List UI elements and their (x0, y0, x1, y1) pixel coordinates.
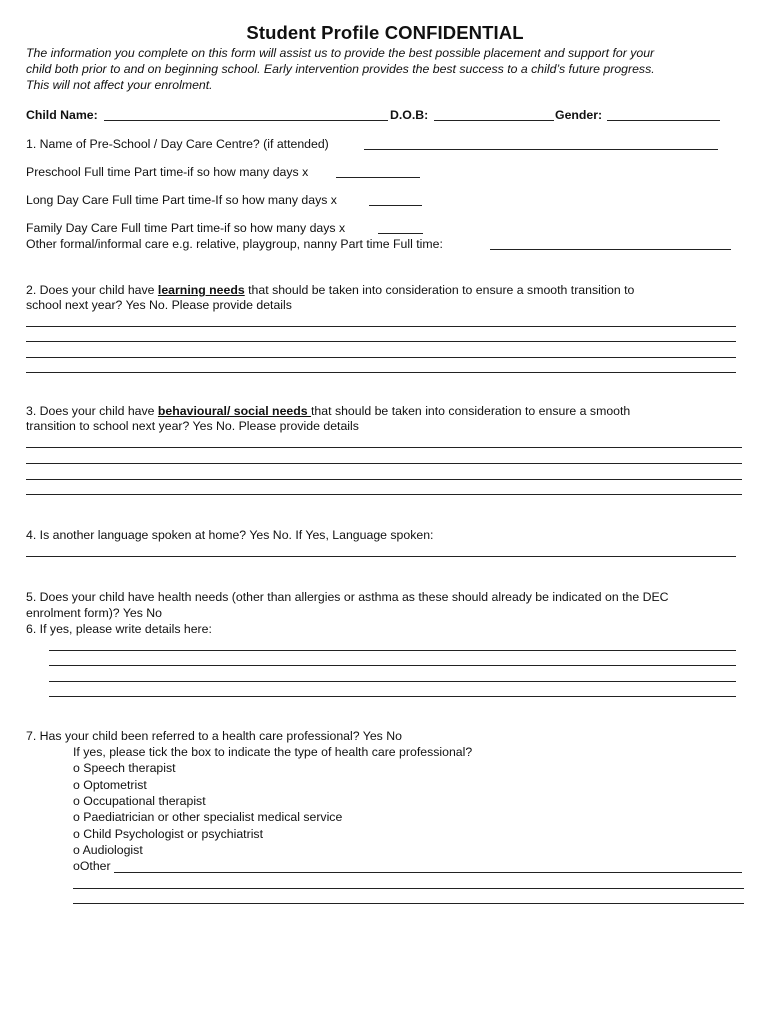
q7-other-field[interactable] (114, 872, 742, 873)
q3-prefix: 3. Does your child have (26, 404, 158, 418)
q3-answer-line[interactable] (26, 463, 742, 464)
q3-question-line2: transition to school next year? Yes No. Please provide details (26, 419, 359, 433)
other-care-field[interactable] (490, 249, 731, 250)
family-day-care-days-field[interactable] (378, 233, 423, 234)
q3-emphasis: behavioural/ social needs (157, 404, 312, 418)
q3-suffix: that should be taken into consideration to ensure a smooth (311, 404, 631, 418)
q5-question-line1: 5. Does your child have health needs (other than allergies or asthma as these should already be indicated on the DEC (26, 590, 669, 604)
q7-option-optometrist[interactable]: o Optometrist (73, 778, 147, 792)
child-name-label: Child Name: (26, 108, 98, 122)
q7-answer-line[interactable] (73, 903, 744, 904)
dob-label: D.O.B: (390, 108, 429, 122)
q2-question-line2: school next year? Yes No. Please provide details (26, 298, 292, 312)
q3-question-line1 (26, 403, 630, 419)
q2-question-line1 (26, 282, 634, 298)
page-title: Student Profile CONFIDENTIAL (246, 22, 524, 43)
q2-answer-line[interactable] (26, 372, 736, 373)
q3-answer-line[interactable] (26, 447, 742, 448)
q4-answer-line[interactable] (26, 556, 736, 557)
q2-answer-line[interactable] (26, 357, 736, 358)
q3-answer-line[interactable] (26, 479, 742, 480)
q2-answer-line[interactable] (26, 341, 736, 342)
q2-prefix: 2. Does your child have (26, 283, 158, 297)
intro-line: The information you complete on this form will assist us to provide the best possible placement and support for your (26, 46, 655, 60)
gender-label: Gender: (555, 108, 603, 122)
q7-instruction: If yes, please tick the box to indicate the type of health care professional? (73, 745, 473, 759)
q6-answer-line[interactable] (49, 696, 736, 697)
gender-field[interactable] (607, 120, 720, 121)
q2-answer-line[interactable] (26, 326, 736, 327)
child-name-field[interactable] (104, 120, 388, 121)
q6-answer-line[interactable] (49, 650, 736, 651)
q1-question: 1. Name of Pre-School / Day Care Centre? (if attended) (26, 137, 329, 151)
q3-answer-line[interactable] (26, 494, 742, 495)
q7-option-paediatrician[interactable]: o Paediatrician or other specialist medical service (73, 810, 343, 824)
intro-paragraph (26, 45, 746, 93)
intro-line: child both prior to and on beginning school. Early intervention provides the best success to a child’s future progress. (26, 62, 655, 76)
q7-option-audiologist[interactable]: o Audiologist (73, 843, 143, 857)
long-day-care-days-field[interactable] (369, 205, 422, 206)
q4-question: 4. Is another language spoken at home? Yes No. If Yes, Language spoken: (26, 528, 434, 542)
preschool-name-field[interactable] (364, 149, 718, 150)
dob-field[interactable] (434, 120, 554, 121)
intro-line: This will not affect your enrolment. (26, 78, 213, 92)
q1-other-care: Other formal/informal care e.g. relative, playgroup, nanny Part time Full time: (26, 237, 443, 251)
q5-question-line2: enrolment form)? Yes No (26, 606, 163, 620)
q7-question: 7. Has your child been referred to a health care professional? Yes No (26, 729, 402, 743)
q1-family-day-care: Family Day Care Full time Part time-if so how many days x (26, 221, 346, 235)
q2-suffix: that should be taken into consideration to ensure a smooth transition to (244, 283, 635, 297)
q6-answer-line[interactable] (49, 681, 736, 682)
q1-long-day-care: Long Day Care Full time Part time-If so how many days x (26, 193, 337, 207)
q6-question: 6. If yes, please write details here: (26, 622, 212, 636)
q7-option-child-psychologist[interactable]: o Child Psychologist or psychiatrist (73, 827, 263, 841)
q6-answer-line[interactable] (49, 665, 736, 666)
q7-option-other[interactable]: oOther (73, 859, 111, 873)
q7-option-occupational-therapist[interactable]: o Occupational therapist (73, 794, 206, 808)
q7-answer-line[interactable] (73, 888, 744, 889)
q7-option-speech-therapist[interactable]: o Speech therapist (73, 761, 176, 775)
preschool-days-field[interactable] (336, 177, 420, 178)
q1-preschool: Preschool Full time Part time-if so how many days x (26, 165, 309, 179)
q2-emphasis: learning needs (157, 283, 245, 297)
